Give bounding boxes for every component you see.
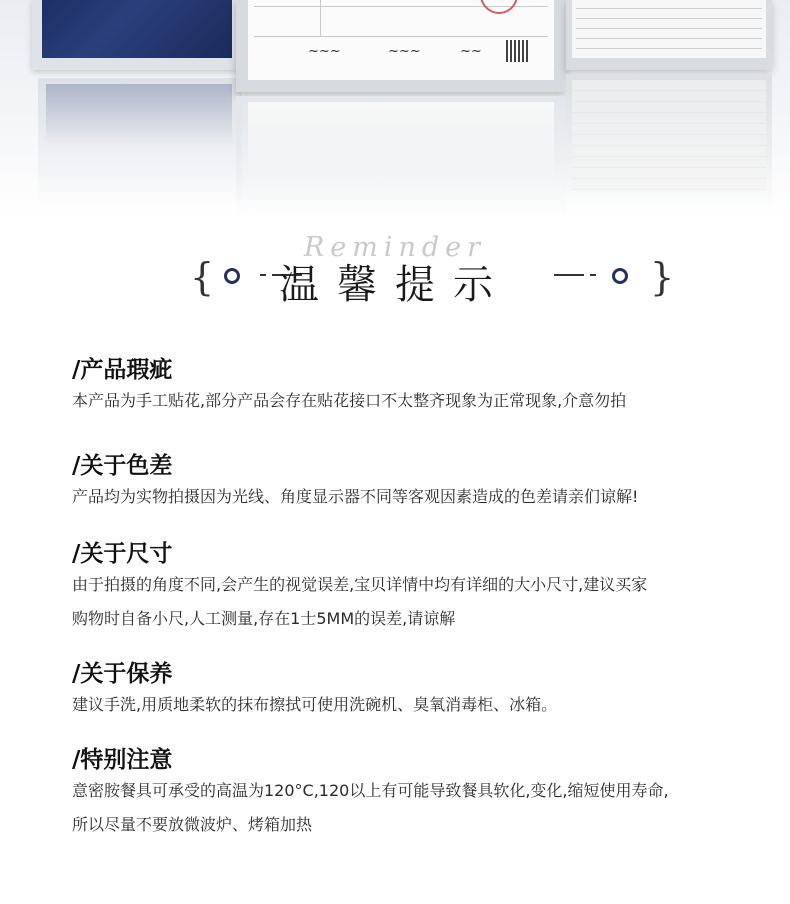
certificate-sheet — [248, 0, 554, 80]
section-heading: /关于色差 — [72, 453, 173, 479]
section-heading: /关于保养 — [72, 661, 173, 687]
signature-1: ~~~ — [308, 44, 341, 59]
section-text-line: 所以尽量不要放微波炉、烤箱加热 — [72, 815, 313, 834]
leather-frame-reflection — [38, 78, 242, 203]
report-reflection — [566, 74, 772, 209]
report-sheet — [572, 0, 766, 58]
signature-3: ~~ — [460, 44, 482, 59]
reminder-title: 温馨提示 — [279, 262, 511, 308]
red-seal-stamp — [480, 0, 518, 14]
section-text-line: 产品均为实物拍摄因为光线、角度显示器不同等客观因素造成的色差请亲们谅解! — [72, 487, 639, 506]
section-heading: /关于尺寸 — [72, 541, 173, 567]
certificate-reflection — [236, 96, 566, 216]
section-maintenance — [72, 660, 752, 722]
section-color-difference — [72, 452, 752, 514]
right-brace: } — [650, 255, 675, 299]
right-dash-short — [590, 274, 596, 276]
section-text-line: 购物时自备小尺,人工测量,存在1士5MM的误差,请谅解 — [72, 609, 456, 628]
section-heading: /产品瑕疵 — [72, 357, 173, 383]
certificate-frame — [236, 0, 566, 92]
section-text-line: 意密胺餐具可承受的高温为120°C,120以上有可能导致餐具软化,变化,缩短使用寿命, — [72, 781, 669, 800]
right-ring-icon — [612, 268, 628, 284]
certificate-photo — [0, 0, 790, 220]
section-text-line: 本产品为手工贴花,部分产品会存在贴花接口不太整齐现象为正常现象,介意勿拍 — [72, 391, 627, 410]
qr-code — [506, 40, 528, 62]
section-defects — [72, 356, 752, 418]
section-text-line: 建议手洗,用质地柔软的抹布擦拭可使用洗碗机、臭氧消毒柜、冰箱。 — [72, 695, 558, 714]
left-brace: { — [190, 255, 215, 299]
signature-2: ~~~ — [388, 44, 421, 59]
section-heading: /特别注意 — [72, 747, 173, 773]
section-size — [72, 540, 752, 636]
leather-frame — [32, 0, 242, 70]
report-frame — [566, 0, 772, 70]
reminder-subtitle: Reminder — [303, 232, 487, 263]
section-special-notice — [72, 746, 752, 842]
leather-panel — [42, 0, 232, 58]
section-text-line: 由于拍摄的角度不同,会产生的视觉误差,宝贝详情中均有详细的大小尺寸,建议买家 — [72, 575, 648, 594]
right-dash-long — [554, 274, 584, 276]
